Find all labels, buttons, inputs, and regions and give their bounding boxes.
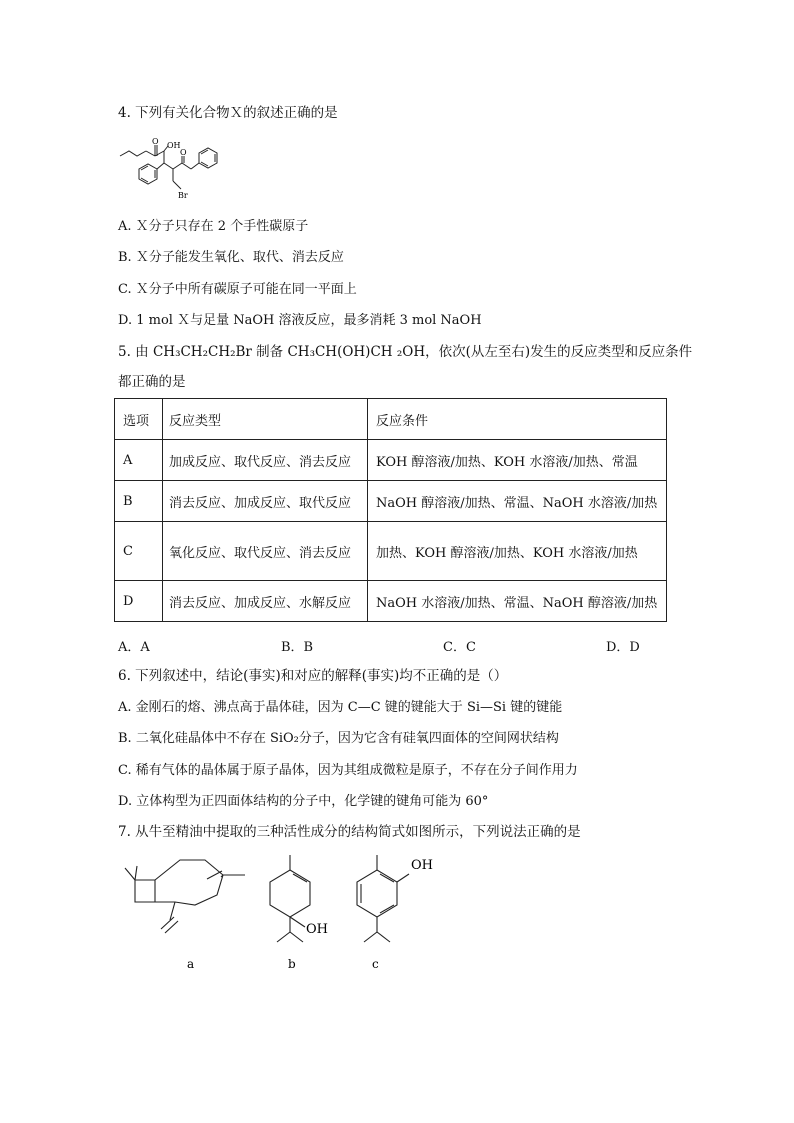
q4-option-c: C. Ｘ分子中所有碳原子可能在同一平面上 [118, 282, 357, 297]
q5-stem-line2: 都正确的是 [118, 374, 186, 390]
table-cell: NaOH 醇溶液/加热、常温、NaOH 水溶液/加热 [368, 481, 667, 522]
table-row [115, 481, 667, 522]
q5-answer-c: C．C [443, 640, 476, 655]
q4-option-a: A. Ｘ分子只存在 2 个手性碳原子 [118, 219, 309, 234]
br-label: Br [178, 191, 188, 200]
q6-option-b: B. 二氧化硅晶体中不存在 SiO₂分子，因为它含有硅氧四面体的空间网状结构 [118, 731, 559, 746]
table-cell: 消去反应、加成反应、水解反应 [163, 581, 368, 622]
table-row [115, 581, 667, 622]
q5-answer-d: D．D [606, 640, 640, 655]
table-cell: 加热、KOH 醇溶液/加热、KOH 水溶液/加热 [368, 522, 667, 581]
table-cell: D [115, 581, 163, 622]
table-cell: 消去反应、加成反应、取代反应 [163, 481, 368, 522]
ketone-o-label: O [180, 148, 187, 157]
table-cell: C [115, 522, 163, 581]
table-cell: KOH 醇溶液/加热、KOH 水溶液/加热、常温 [368, 440, 667, 481]
label-c: c [372, 957, 379, 971]
q6-stem: 6. 下列叙述中，结论(事实)和对应的解释(事实)均不正确的是（） [118, 668, 508, 684]
b-oh-label: OH [306, 922, 328, 937]
q5-options-table [114, 398, 667, 622]
table-row [115, 440, 667, 481]
table-cell: 氧化反应、取代反应、消去反应 [163, 522, 368, 581]
q4-option-d: D. 1 mol Ｘ与足量 NaOH 溶液反应，最多消耗 3 mol NaOH [118, 313, 482, 328]
q6-option-a: A. 金刚石的熔、沸点高于晶体硅，因为 C—C 键的键能大于 Si—Si 键的键能 [118, 700, 563, 715]
q4-option-b: B. Ｘ分子能发生氧化、取代、消去反应 [118, 250, 344, 265]
table-row [115, 522, 667, 581]
table-cell: NaOH 水溶液/加热、常温、NaOH 醇溶液/加热 [368, 581, 667, 622]
c-oh-label: OH [411, 858, 433, 873]
q5-stem-line1: 5. 由 CH₃CH₂CH₂Br 制备 CH₃CH(OH)CH ₂OH，依次(从左至右)发生的反应类型和反应条件 [118, 344, 693, 360]
q6-option-c: C. 稀有气体的晶体属于原子晶体，因为其组成微粒是原子，不存在分子间作用力 [118, 763, 578, 778]
header-reaction-type: 反应类型 [163, 399, 368, 440]
q7-stem: 7. 从牛至精油中提取的三种活性成分的结构简式如图所示，下列说法正确的是 [118, 824, 581, 840]
oh-label: OH [167, 141, 181, 150]
o-atom-label: O [152, 137, 159, 146]
compound-x-structure [115, 134, 235, 204]
q6-option-d: D. 立体构型为正四面体结构的分子中，化学键的键角可能为 60° [118, 794, 489, 809]
table-cell: B [115, 481, 163, 522]
table-cell: A [115, 440, 163, 481]
header-reaction-condition: 反应条件 [368, 399, 667, 440]
header-option: 选项 [115, 399, 163, 440]
label-b: b [288, 957, 296, 971]
table-cell: 加成反应、取代反应、消去反应 [163, 440, 368, 481]
q5-answer-b: B．B [281, 640, 314, 655]
q5-answer-a: A．A [118, 640, 150, 655]
q7-structures [115, 850, 445, 975]
table-header-row [115, 399, 667, 440]
q4-stem: 4. 下列有关化合物Ｘ的叙述正确的是 [118, 105, 338, 121]
label-a: a [187, 957, 195, 971]
